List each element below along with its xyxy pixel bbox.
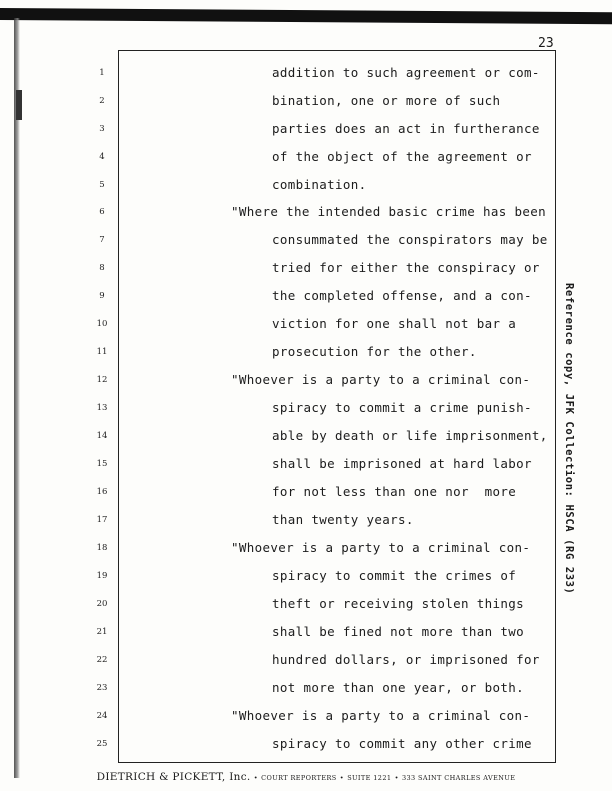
line-text: "Whoever is a party to a criminal con-: [231, 708, 531, 723]
page-number: 23: [538, 36, 554, 51]
line-number: 11: [96, 347, 108, 357]
line-text: spiracy to commit any other crime: [272, 736, 532, 751]
line-text: combination.: [272, 177, 367, 192]
line-text: prosecution for the other.: [272, 344, 477, 359]
line-number: 17: [96, 515, 108, 525]
binding-shadow: [14, 18, 20, 778]
line-number: 12: [96, 375, 108, 385]
reporter-footer: [0, 771, 612, 783]
line-number: 13: [96, 403, 108, 413]
line-text: tried for either the conspiracy or: [272, 260, 540, 275]
footer-bullet: •: [339, 774, 345, 782]
line-text: shall be imprisoned at hard labor: [272, 456, 532, 471]
line-number: 24: [96, 711, 108, 721]
line-text: "Whoever is a party to a criminal con-: [231, 372, 531, 387]
line-number: 16: [96, 487, 108, 497]
line-text: "Where the intended basic crime has been: [231, 204, 547, 219]
footer-firm-name: DIETRICH & PICKETT, Inc.: [96, 771, 251, 783]
line-number: 3: [99, 124, 105, 134]
line-text: shall be fined not more than two: [272, 624, 525, 639]
line-text: able by death or life imprisonment,: [272, 428, 548, 443]
line-number: 5: [99, 180, 105, 190]
line-text: "Whoever is a party to a criminal con-: [231, 540, 531, 555]
line-number: 6: [99, 207, 105, 217]
line-text: parties does an act in furtherance: [272, 121, 540, 136]
line-number: 20: [96, 599, 108, 609]
footer-bullet: •: [394, 774, 399, 782]
line-text: spiracy to commit the crimes of: [272, 568, 517, 583]
line-text: not more than one year, or both.: [272, 680, 525, 695]
line-number: 25: [96, 739, 108, 749]
top-scan-bar: [0, 8, 612, 24]
line-number: 22: [96, 655, 108, 665]
line-number: 23: [96, 683, 108, 693]
line-number: 2: [99, 96, 105, 106]
line-text: than twenty years.: [272, 512, 414, 527]
line-number: 8: [99, 263, 105, 273]
line-number: 18: [96, 543, 108, 553]
line-number: 1: [99, 68, 105, 78]
line-number: 10: [96, 319, 108, 329]
footer-suite: SUITE 1221: [347, 774, 392, 782]
line-text: spiracy to commit a crime punish-: [272, 400, 532, 415]
line-number: 14: [96, 431, 108, 441]
line-text: of the object of the agreement or: [272, 149, 532, 164]
line-text: viction for one shall not bar a: [272, 316, 517, 331]
binding-mark: [16, 90, 22, 120]
line-text: hundred dollars, or imprisoned for: [272, 652, 540, 667]
line-number: 19: [96, 571, 108, 581]
footer-address: 333 SAINT CHARLES AVENUE: [401, 774, 516, 782]
line-number: 9: [99, 291, 105, 301]
archive-reference-note: Reference copy, JFK Collection: HSCA (RG 233): [563, 283, 575, 595]
line-text: for not less than one nor more: [272, 484, 517, 499]
footer-court-reporters: COURT REPORTERS: [261, 774, 337, 782]
line-text: theft or receiving stolen things: [272, 596, 525, 611]
line-text: bination, one or more of such: [272, 93, 501, 108]
line-text: the completed offense, and a con-: [272, 288, 532, 303]
line-number: 7: [99, 235, 105, 245]
line-text: consummated the conspirators may be: [272, 232, 548, 247]
line-number: 4: [99, 152, 105, 162]
line-number: 21: [96, 627, 108, 637]
line-text: addition to such agreement or com-: [272, 65, 540, 80]
line-number: 15: [96, 459, 108, 469]
footer-bullet: •: [253, 774, 258, 782]
